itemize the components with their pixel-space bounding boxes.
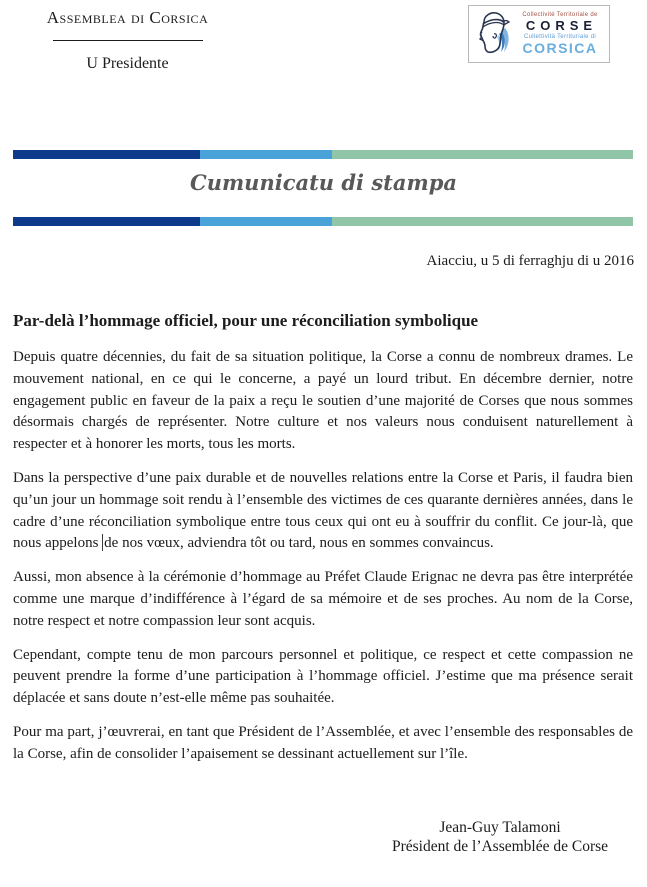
bar-segment-green xyxy=(332,150,633,159)
paragraph-4-text: Cependant, compte tenu de mon parcours personnel et politique, ce respect et cette compassion ne peuvent prendre la forme d’une participation à l’hommage officiel. J’estime que ma présence serait déplacée et sans doute n’est-elle même pas souhaitée. xyxy=(13,646,633,707)
paragraph-2-text-after-caret: de nos vœux, adviendra tôt ou tard, nous en sommes convaincus. xyxy=(104,535,494,552)
press-release-title: Cumunicatu di stampa xyxy=(189,170,457,195)
dateline: Aiacciu, u 5 di ferraghju di u 2016 xyxy=(426,253,634,269)
bar-segment-mid-blue xyxy=(200,150,332,159)
signature-name: Jean-Guy Talamoni xyxy=(439,819,561,836)
logo-corse-wordmark: CORSE xyxy=(525,18,598,34)
logo-text xyxy=(514,12,606,56)
bar-segment-dark-blue xyxy=(13,150,200,159)
paragraph-5-text: Pour ma part, j’œuvrerai, en tant que Président de l’Assemblée, et avec l’ensemble des responsables de la Corse, afin de consolider l’apaisement se dessinant actuellement sur l’île. xyxy=(13,723,633,762)
logo-corsica-wordmark: CORSICA xyxy=(522,40,598,57)
banner-bar-bottom xyxy=(13,217,633,226)
paragraph-3 xyxy=(13,567,633,632)
signature-title: Président de l’Assemblée de Corse xyxy=(391,838,609,855)
banner-bar-top xyxy=(13,150,633,159)
letterhead-divider xyxy=(53,40,203,41)
logo-line-fr-small: Collectivité Territoriale de xyxy=(522,12,598,19)
bar-segment-dark-blue xyxy=(13,217,200,226)
paragraph-2 xyxy=(13,468,633,555)
paragraph-4 xyxy=(13,645,633,710)
collectivite-corse-logo xyxy=(468,5,610,63)
letterhead xyxy=(30,8,225,73)
bar-segment-mid-blue xyxy=(200,217,332,226)
president-subtitle: U Presidente xyxy=(86,55,169,72)
bar-segment-green xyxy=(332,217,633,226)
signature-block xyxy=(370,818,630,856)
organization-name: Assemblea di Corsica xyxy=(46,8,209,27)
paragraph-3-text: Aussi, mon absence à la cérémonie d’hommage au Préfet Claude Erignac ne devra pas être interprétée comme une marque d’indifférence à l’égard de sa mémoire et de ses proches. Au nom de la Corse, notre respect et notre compassion leur sont acquis. xyxy=(13,569,633,629)
paragraph-1-text: Depuis quatre décennies, du fait de sa situation politique, la Corse a connu de nombreux drames. Le mouvement national, en ce qui le concerne, a payé un lourd tribut. En décembre dernier, notre engagement public en faveur de la paix a reçu le soutien d’une majorité de Corses que nous sommes désormais chargés de représenter. Notre culture et nos valeurs nous conduisent naturellement à respecter et à honorer les morts, tous les morts. xyxy=(13,349,633,453)
document-heading: Par-delà l’hommage officiel, pour une réconciliation symbolique xyxy=(13,311,479,330)
document-body xyxy=(13,311,633,778)
paragraph-5 xyxy=(13,722,633,766)
paragraph-1 xyxy=(13,347,633,456)
paragraph-2-text-before-caret: Dans la perspective d’une paix durable et de nouvelles relations entre la Corse et Paris, il faudra bien qu’un jour un hommage soit rendu à l’ensemble des victimes de ces quarante dernières années, dans le cadre d’une réconciliation symbolique entre tous ceux qui ont eu à souffrir du conflit. Ce jour-là, que nous appelons xyxy=(13,469,633,552)
logo-line-co-small: Cullettività Territuriale di xyxy=(524,33,596,40)
moor-head-icon xyxy=(472,8,514,60)
